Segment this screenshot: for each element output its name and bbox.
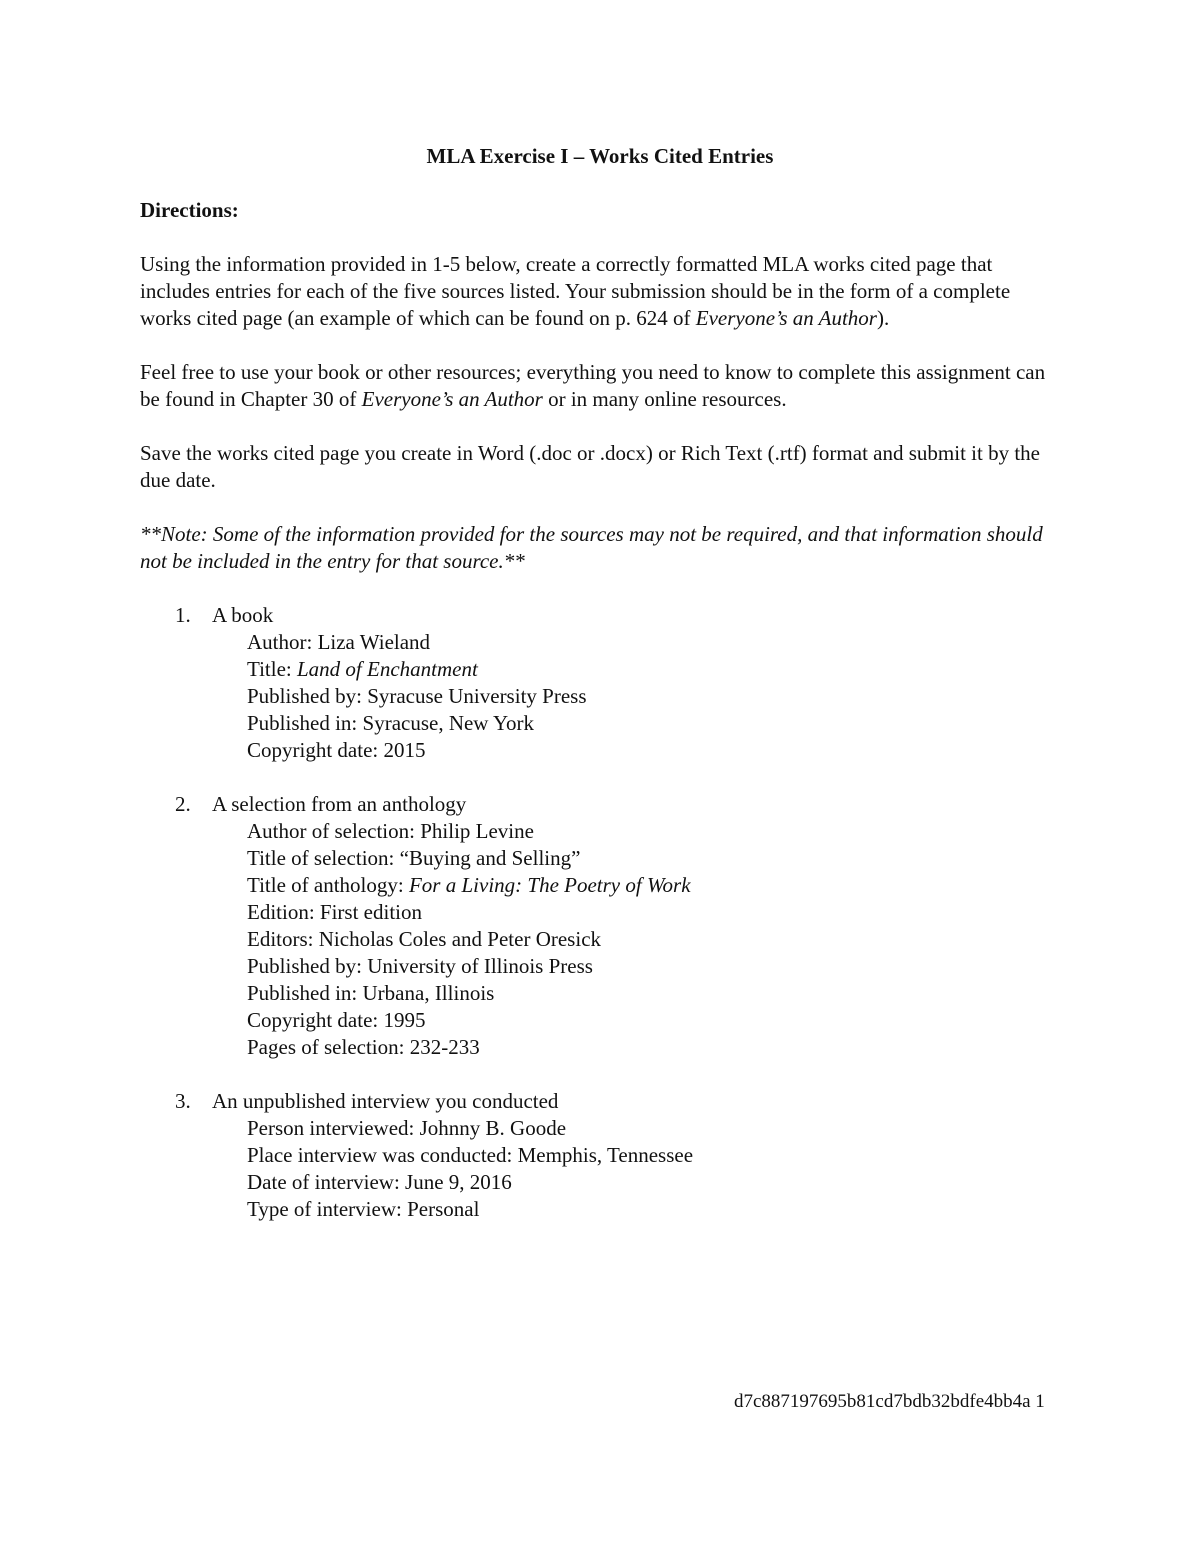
- instructions-paragraph: [140, 251, 1065, 332]
- source-detail-line: [247, 818, 1065, 845]
- source-detail-line: [247, 1142, 1065, 1169]
- submission-paragraph: Save the works cited page you create in Word (.doc or .docx) or Rich Text (.rtf) format and submit it by the due date.: [140, 441, 1040, 492]
- resources-text: Feel free to use your book or other resources; everything you need to know to complete this assignment can be found in Chapter 30 of: [140, 360, 1046, 411]
- source-detail-line: [247, 1196, 1065, 1223]
- detail-value: Nicholas Coles and Peter Oresick: [318, 927, 602, 951]
- source-heading: [140, 791, 1065, 818]
- detail-value: Liza Wieland: [317, 630, 431, 654]
- detail-label: Pages of selection:: [247, 1035, 410, 1059]
- source-number: 3.: [175, 1089, 191, 1113]
- directions-heading: Directions:: [140, 198, 239, 222]
- resources-text-end: or in many online resources.: [542, 387, 787, 411]
- detail-value: For a Living: The Poetry of Work: [408, 873, 691, 897]
- detail-value: 1995: [383, 1008, 426, 1032]
- detail-label: Edition:: [247, 900, 320, 924]
- source-detail-line: [247, 629, 1065, 656]
- source-detail-line: [247, 1034, 1065, 1061]
- detail-label: Title of anthology:: [247, 873, 409, 897]
- detail-value: First edition: [319, 900, 423, 924]
- source-detail-line: [247, 953, 1065, 980]
- book-title-reference: Everyone’s an Author: [361, 387, 543, 411]
- source-detail-line: [247, 872, 1065, 899]
- source-detail-line: [247, 845, 1065, 872]
- source-heading: [140, 602, 1065, 629]
- detail-value: 232-233: [409, 1035, 480, 1059]
- detail-label: Place interview was conducted:: [247, 1143, 518, 1167]
- source-item: [140, 602, 1065, 764]
- detail-value: Urbana, Illinois: [362, 981, 495, 1005]
- detail-label: Copyright date:: [247, 1008, 384, 1032]
- book-title-reference: Everyone’s an Author: [695, 306, 877, 330]
- source-type: A book: [212, 603, 274, 627]
- detail-label: Editors:: [247, 927, 319, 951]
- detail-value: Philip Levine: [420, 819, 534, 843]
- detail-label: Author:: [247, 630, 318, 654]
- document-body: [140, 197, 1065, 1250]
- source-number: 1.: [175, 603, 191, 627]
- source-details: [247, 1115, 1065, 1223]
- detail-label: Published by:: [247, 684, 368, 708]
- source-heading: [140, 1088, 1065, 1115]
- source-detail-line: [247, 656, 1065, 683]
- detail-label: Person interviewed:: [247, 1116, 420, 1140]
- detail-label: Type of interview:: [247, 1197, 408, 1221]
- detail-label: Title of selection:: [247, 846, 400, 870]
- source-type: An unpublished interview you conducted: [212, 1089, 559, 1113]
- detail-label: Date of interview:: [247, 1170, 406, 1194]
- source-item: [140, 791, 1065, 1061]
- source-type: A selection from an anthology: [212, 792, 467, 816]
- detail-value: “Buying and Selling”: [399, 846, 581, 870]
- detail-label: Author of selection:: [247, 819, 421, 843]
- source-detail-line: [247, 1115, 1065, 1142]
- detail-label: Title:: [247, 657, 297, 681]
- detail-value: Johnny B. Goode: [419, 1116, 567, 1140]
- resources-paragraph: [140, 359, 1065, 413]
- note-paragraph: **Note: Some of the information provided for the sources may not be required, and that information should not be included in the entry for that source.**: [140, 522, 1043, 573]
- instructions-text: Using the information provided in 1-5 below, create a correctly formatted MLA works cited page that includes entries for each of the five sources listed. Your submission should be in the form of a complete works cited page (an example of which can be found on p. 624 of: [140, 252, 1011, 330]
- sources-list: [140, 602, 1065, 1223]
- source-detail-line: [247, 1169, 1065, 1196]
- source-detail-line: [247, 926, 1065, 953]
- detail-value: June 9, 2016: [405, 1170, 512, 1194]
- source-detail-line: [247, 683, 1065, 710]
- detail-value: Syracuse, New York: [362, 711, 535, 735]
- source-detail-line: [247, 1007, 1065, 1034]
- detail-value: Land of Enchantment: [297, 657, 478, 681]
- detail-value: Memphis, Tennessee: [517, 1143, 694, 1167]
- detail-value: University of Illinois Press: [367, 954, 593, 978]
- page-footer: d7c887197695b81cd7bdb32bdfe4bb4a 1: [734, 1391, 1045, 1412]
- instructions-text-end: ).: [876, 306, 890, 330]
- detail-label: Published in:: [247, 981, 363, 1005]
- source-detail-line: [247, 710, 1065, 737]
- detail-label: Copyright date:: [247, 738, 384, 762]
- detail-value: 2015: [383, 738, 426, 762]
- source-details: [247, 818, 1065, 1061]
- source-number: 2.: [175, 792, 191, 816]
- source-detail-line: [247, 899, 1065, 926]
- detail-label: Published by:: [247, 954, 368, 978]
- page-title: MLA Exercise I – Works Cited Entries: [426, 144, 774, 168]
- detail-value: Syracuse University Press: [367, 684, 587, 708]
- source-detail-line: [247, 737, 1065, 764]
- detail-label: Published in:: [247, 711, 363, 735]
- source-item: [140, 1088, 1065, 1223]
- detail-value: Personal: [407, 1197, 480, 1221]
- source-details: [247, 629, 1065, 764]
- source-detail-line: [247, 980, 1065, 1007]
